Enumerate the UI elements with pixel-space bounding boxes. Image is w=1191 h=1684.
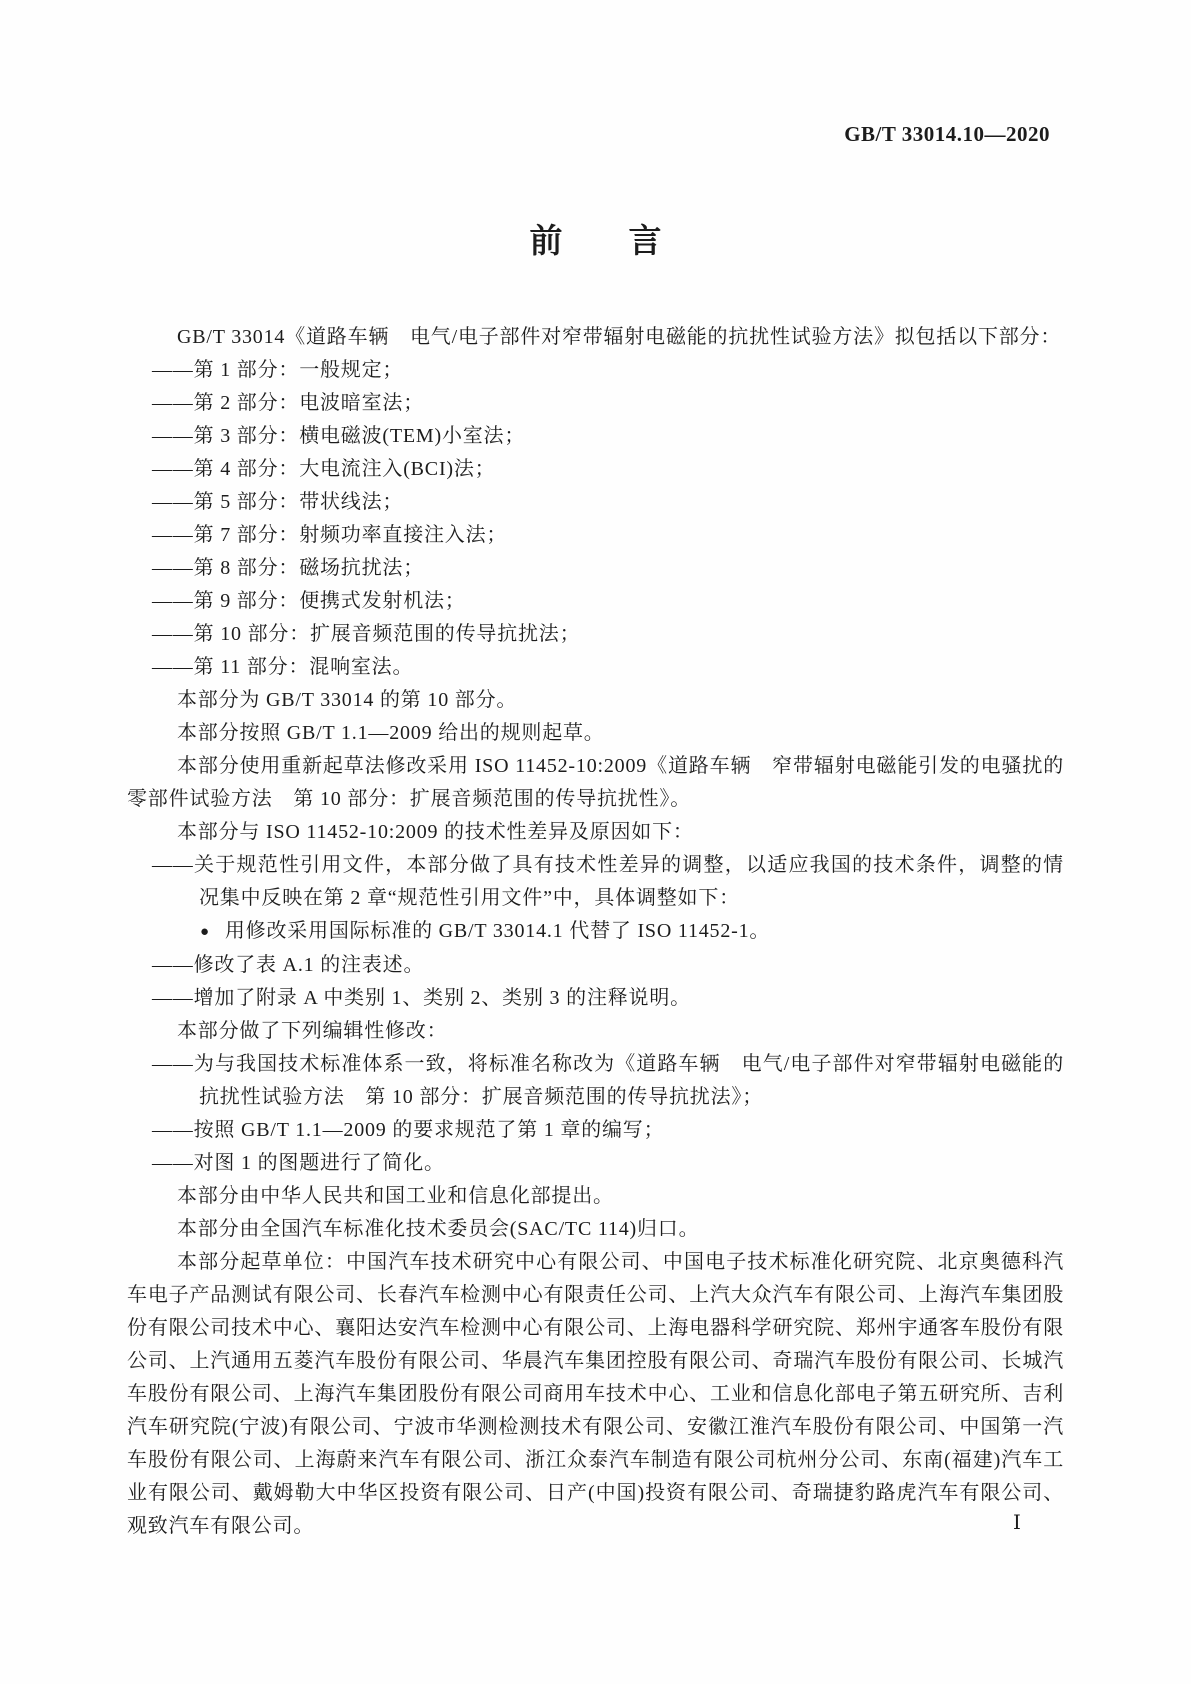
paragraph: 本部分与 ISO 11452-10:2009 的技术性差异及原因如下： — [177, 821, 694, 843]
dash-list-item — [127, 354, 1064, 387]
dash-list-item — [127, 949, 1064, 982]
bullet-icon: ● — [200, 924, 210, 940]
list-item-text: 按照 GB/T 1.1—2009 的要求规范了第 1 章的编写； — [193, 1119, 665, 1141]
foreword-body — [127, 321, 1064, 1543]
dash-marker: —— — [152, 656, 194, 678]
page-title: 前 言 — [529, 224, 662, 260]
list-item-text: 第 2 部分：电波暗室法； — [193, 392, 425, 414]
dash-list-item — [127, 552, 1064, 585]
dash-marker: —— — [152, 359, 194, 381]
dash-list-item — [127, 651, 1064, 684]
dash-marker: —— — [152, 854, 194, 876]
dash-marker: —— — [152, 954, 194, 976]
dash-marker: —— — [152, 557, 194, 579]
dash-list-item — [127, 519, 1064, 552]
list-item-text: 第 5 部分：带状线法； — [193, 491, 404, 513]
list-item-text: 用修改采用国际标准的 GB/T 33014.1 代替了 ISO 11452-1。 — [224, 920, 771, 942]
paragraph: 本部分由全国汽车标准化技术委员会(SAC/TC 114)归口。 — [177, 1218, 700, 1240]
list-item-text: 第 4 部分：大电流注入(BCI)法； — [193, 458, 496, 480]
dash-marker: —— — [152, 425, 194, 447]
standard-number: GB/T 33014.10—2020 — [844, 122, 1050, 146]
dash-list-item — [127, 453, 1064, 486]
list-item-text: 第 10 部分：扩展音频范围的传导抗扰法； — [193, 623, 581, 645]
list-item-text: 第 11 部分：混响室法。 — [193, 656, 414, 678]
paragraph: 本部分为 GB/T 33014 的第 10 部分。 — [177, 689, 518, 711]
dash-marker: —— — [152, 392, 194, 414]
list-item-text: 第 9 部分：便携式发射机法； — [193, 590, 466, 612]
list-item-text: 第 7 部分：射频功率直接注入法； — [193, 524, 508, 546]
dash-marker: —— — [152, 623, 194, 645]
paragraph: 本部分由中华人民共和国工业和信息化部提出。 — [177, 1185, 614, 1207]
dash-list-item — [127, 585, 1064, 618]
dash-marker: —— — [152, 458, 194, 480]
dash-list-item — [127, 849, 1064, 915]
list-item-text: 增加了附录 A 中类别 1、类别 2、类别 3 的注释说明。 — [193, 987, 691, 1009]
dash-marker: —— — [152, 491, 194, 513]
dash-list-item — [127, 1147, 1064, 1180]
dash-list-item — [127, 982, 1064, 1015]
dash-list-item — [127, 486, 1064, 519]
dash-marker: —— — [152, 987, 194, 1009]
dash-marker: —— — [152, 1053, 194, 1075]
paragraph: 本部分起草单位：中国汽车技术研究中心有限公司、中国电子技术标准化研究院、北京奥德科汽车电子产品测试有限公司、长春汽车检测中心有限责任公司、上汽大众汽车有限公司、上海汽车集团股份有限公司技术中心、襄阳达安汽车检测中心有限公司、上海电器科学研究院、郑州宇通客车股份有限公司、上汽通用五菱汽车股份有限公司、华晨汽车集团控股有限公司、奇瑞汽车股份有限公司、长城汽车股份有限公司、上海汽车集团股份有限公司商用车技术中心、工业和信息化部电子第五研究所、吉利汽车研究院(宁波)有限公司、宁波市华测检测技术有限公司、安徽江淮汽车股份有限公司、中国第一汽车股份有限公司、上海蔚来汽车有限公司、浙江众泰汽车制造有限公司杭州分公司、东南(福建)汽车工业有限公司、戴姆勒大中华区投资有限公司、日产(中国)投资有限公司、奇瑞捷豹路虎汽车有限公司、观致汽车有限公司。 — [127, 1251, 1064, 1537]
list-item-text: 对图 1 的图题进行了简化。 — [193, 1152, 445, 1174]
dash-list-item — [127, 1048, 1064, 1114]
paragraph: GB/T 33014《道路车辆 电气/电子部件对窄带辐射电磁能的抗扰性试验方法》拟包括以下部分： — [177, 326, 1062, 348]
dash-marker: —— — [152, 590, 194, 612]
list-item-text: 第 8 部分：磁场抗扰法； — [193, 557, 425, 579]
dash-list-item — [127, 618, 1064, 651]
list-item-text: 第 1 部分：一般规定； — [193, 359, 404, 381]
dash-marker: —— — [152, 1119, 194, 1141]
paragraph: 本部分使用重新起草法修改采用 ISO 11452-10:2009《道路车辆 窄带辐射电磁能引发的电骚扰的零部件试验方法 第 10 部分：扩展音频范围的传导抗扰性》。 — [127, 755, 1064, 810]
bullet-list-item — [127, 915, 1064, 949]
dash-list-item — [127, 387, 1064, 420]
dash-list-item — [127, 1114, 1064, 1147]
dash-marker: —— — [152, 524, 194, 546]
paragraph: 本部分做了下列编辑性修改： — [177, 1020, 448, 1042]
dash-marker: —— — [152, 1152, 194, 1174]
paragraph: 本部分按照 GB/T 1.1—2009 给出的规则起草。 — [177, 722, 605, 744]
list-item-text: 关于规范性引用文件，本部分做了具有技术性差异的调整，以适应我国的技术条件，调整的情况集中反映在第 2 章“规范性引用文件”中，具体调整如下： — [193, 854, 1064, 909]
list-item-text: 第 3 部分：横电磁波(TEM)小室法； — [193, 425, 526, 447]
dash-list-item — [127, 420, 1064, 453]
list-item-text: 修改了表 A.1 的注表述。 — [193, 954, 425, 976]
list-item-text: 为与我国技术标准体系一致，将标准名称改为《道路车辆 电气/电子部件对窄带辐射电磁能的抗扰性试验方法 第 10 部分：扩展音频范围的传导抗扰法》； — [193, 1053, 1064, 1108]
page-number: Ⅰ — [1013, 1512, 1021, 1534]
